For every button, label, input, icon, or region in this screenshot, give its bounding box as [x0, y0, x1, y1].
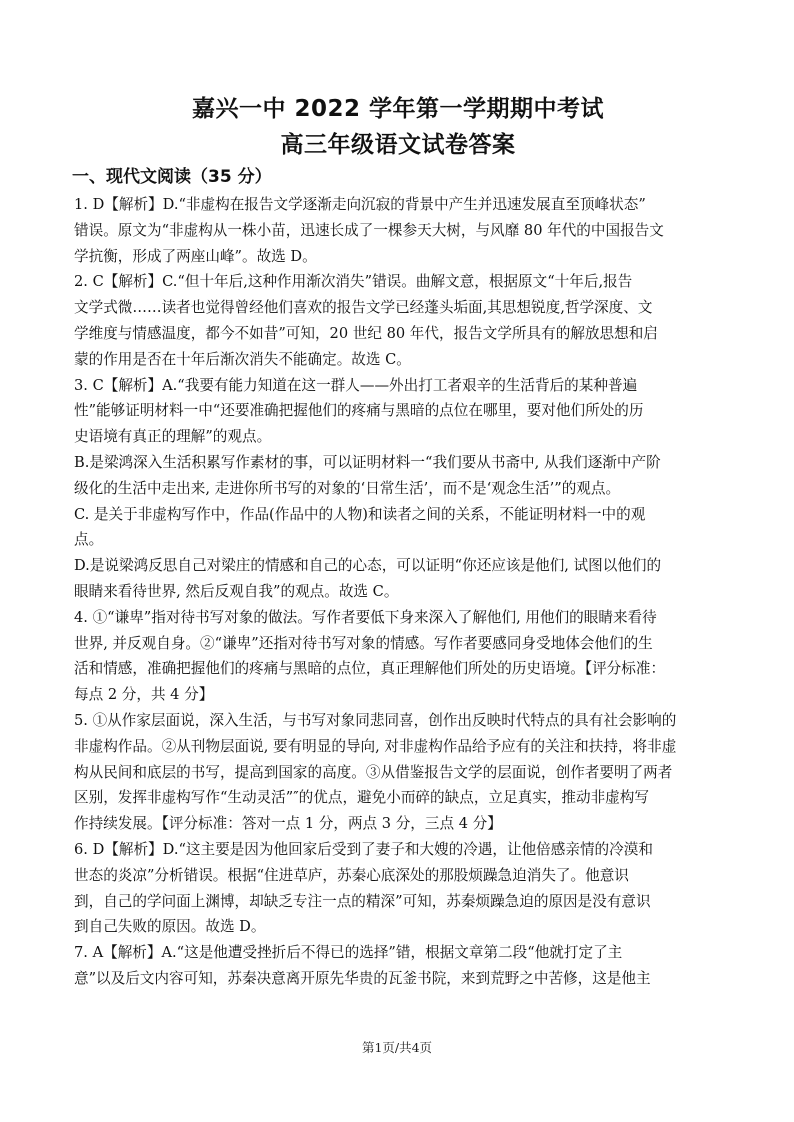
text-line: 蒙的作用是否在十年后渐次消失不能确定。故选 C。	[74, 350, 411, 368]
text-line: 作持续发展。【评分标准：答对一点 1 分，两点 3 分，三点 4 分】	[74, 815, 502, 833]
text-line: 2. C【解析】C.“但十年后,这种作用渐次消失”错误。曲解文意，根据原文“十年后,报告	[74, 273, 633, 291]
text-line: 意”以及后文内容可知，苏秦决意离开原先华贵的瓦釜书院，来到荒野之中苦修，这是他主	[74, 969, 651, 987]
text-line: 点。	[74, 531, 104, 549]
text-line: 每点 2 分，共 4 分】	[74, 686, 214, 704]
answer-sheet-page	[74, 92, 722, 992]
text-line: 到自己失败的原因。故选 D。	[74, 918, 266, 936]
text-line: 3. C【解析】A.“我要有能力知道在这一群人——外出打工者艰辛的生活背后的某种普遍	[74, 376, 638, 394]
text-line: 4. ①“谦卑”指对待书写对象的做法。写作者要低下身来深入了解他们, 用他们的眼睛来看待	[74, 608, 657, 626]
text-line: 级化的生活中走出来, 走进你所书写的对象的‘日常生活’，而不是‘观念生活’”的观点。	[74, 479, 621, 497]
text-line: 错误。原文为“非虚构从一株小苗，迅速长成了一棵参天大树，与风靡 80 年代的中国报告文	[74, 221, 664, 239]
text-line: 1. D【解析】D.“非虚构在报告文学逐渐走向沉寂的背景中产生并迅速发展直至顶峰状态”	[74, 196, 646, 213]
text-line: 活和情感，准确把握他们的疼痛与黑暗的点位，真正理解他们所处的历史语境。【评分标准：	[74, 660, 666, 678]
text-line: 到，自己的学问面上渊博，却缺乏专注一点的精深”可知，苏秦烦躁急迫的原因是没有意识	[74, 892, 651, 910]
text-line: 史语境有真正的理解”的观点。	[74, 428, 272, 446]
text-line: 文学式微……读者也觉得曾经他们喜欢的报告文学已经蓬头垢面,其思想锐度,哲学深度、文	[74, 299, 653, 317]
text-line: 眼睛来看待世界, 然后反观自我”的观点。故选 C。	[74, 582, 399, 600]
exam-subtitle: 高三年级语文试卷答案	[280, 132, 516, 158]
exam-title: 嘉兴一中 2022 学年第一学期期中考试	[191, 96, 605, 122]
text-line: 世界, 并反观自身。②“谦卑”还指对待书写对象的情感。写作者要感同身受地体会他们的生	[74, 634, 653, 652]
text-line: D.是说梁鸿反思自己对梁庄的情感和自己的心态，可以证明“你还应该是他们, 试图以他们的	[74, 557, 662, 575]
text-line: 世态的炎凉”分析错误。根据“住进草庐，苏秦心底深处的那股烦躁急迫消失了。他意识	[74, 866, 629, 884]
text-line: 非虚构作品。②从刊物层面说, 要有明显的导向, 对非虚构作品给予应有的关注和扶持，将非虚	[74, 737, 677, 755]
text-line: B.是梁鸿深入生活积累写作素材的事，可以证明材料一“我们要从书斋中, 从我们逐渐中产阶	[74, 453, 661, 471]
text-line: 构从民间和底层的书写，提高到国家的高度。③从借鉴报告文学的层面说，创作者要明了两者	[74, 763, 673, 781]
text-line: 学抗衡，形成了两座山峰”。故选 D。	[74, 247, 317, 265]
text-line: 区别，发挥非虚构写作“生动灵活”″的优点，避免小而碎的缺点，立足真实，推动非虚构写	[74, 789, 649, 807]
page-number-footer: 第1页/共4页	[361, 1040, 433, 1055]
text-line: 6. D【解析】D.“这主要是因为他回家后受到了妻子和大嫂的冷遇，让他倍感亲情的冷漠和	[74, 840, 653, 858]
text-line: 5. ①从作家层面说，深入生活，与书写对象同悲同喜，创作出反映时代特点的具有社会影响的	[74, 711, 677, 729]
text-line: C. 是关于非虚构写作中，作品(作品中的人物)和读者之间的关系，不能证明材料一中的观	[74, 505, 646, 523]
answer-text-block	[74, 192, 722, 992]
text-line: 7. A【解析】A.“这是他遭受挫折后不得已的选择”错，根据文章第二段“他就打定了主	[74, 944, 623, 962]
section-heading-modern-reading: 一、现代文阅读（35 分）	[72, 167, 272, 187]
text-line: 学维度与情感温度，都今不如昔”可知，20 世纪 80 年代，报告文学所具有的解放思想和启	[74, 324, 658, 342]
text-line: 性”能够证明材料一中“还要准确把握他们的疼痛与黑暗的点位在哪里，要对他们所处的历	[74, 402, 644, 420]
